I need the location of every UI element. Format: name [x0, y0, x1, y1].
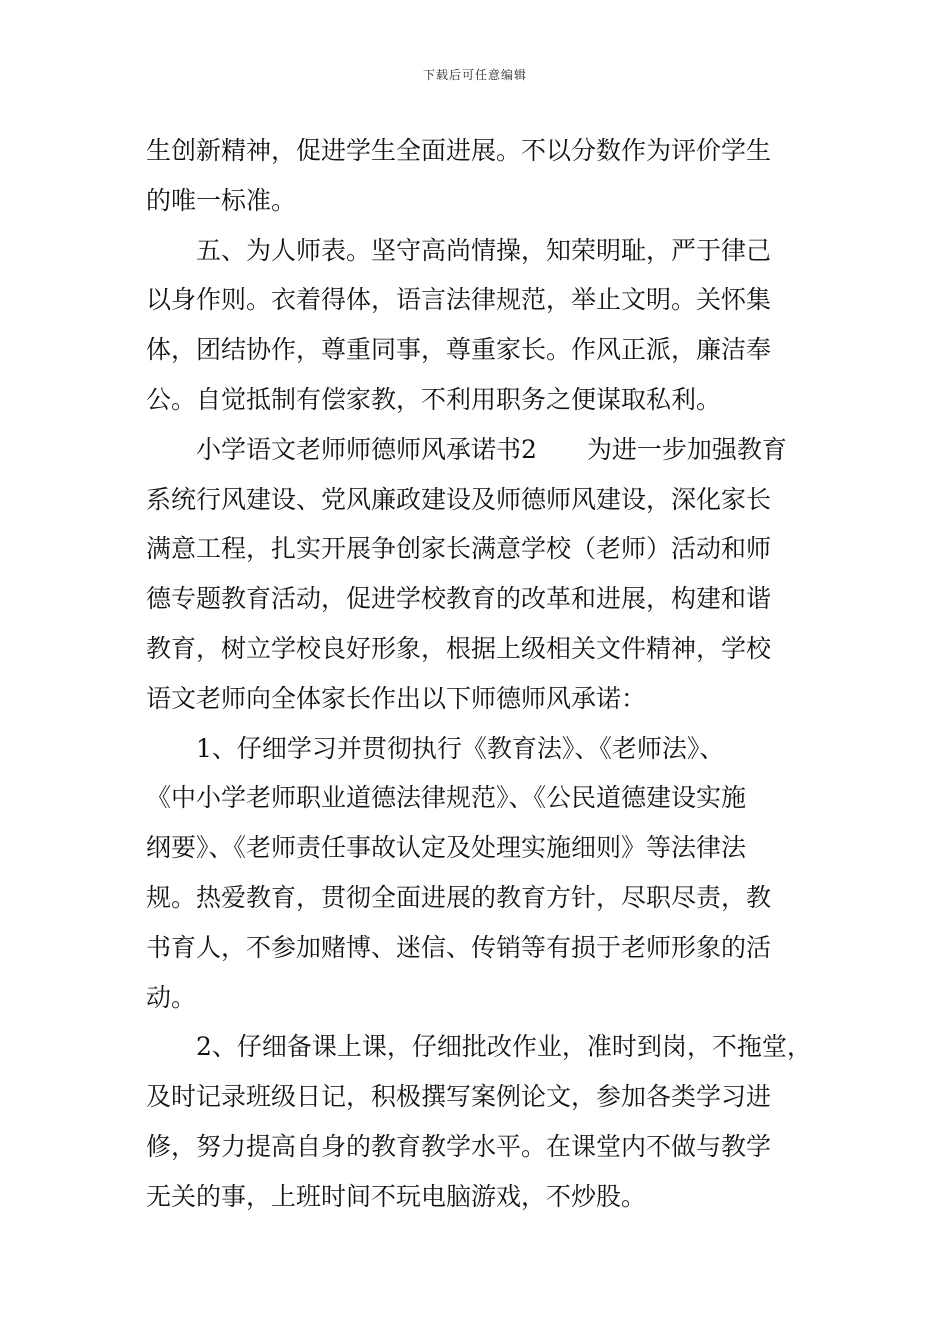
text-line: 语文老师向全体家长作出以下师德师风承诺： [146, 683, 647, 713]
text-line: 满意工程，扎实开展争创家长满意学校（老师）活动和师 [146, 534, 772, 564]
text-line: 德专题教育活动，促进学校教育的改革和进展，构建和谐 [146, 584, 772, 614]
text-line: 《中小学老师职业道德法律规范》、《公民道德建设实施 [146, 783, 747, 813]
text-line: 体，团结协作，尊重同事，尊重家长。作风正派，廉洁奉 [146, 335, 772, 365]
document-body [146, 126, 816, 1222]
text-line: 教育，树立学校良好形象，根据上级相关文件精神，学校 [146, 633, 772, 663]
text-line: 的唯一标准。 [146, 185, 297, 215]
text-line: 修，努力提高自身的教育教学水平。在课堂内不做与教学 [146, 1131, 772, 1161]
text-line: 及时记录班级日记，积极撰写案例论文，参加各类学习进 [146, 1082, 772, 1112]
page-header: 下载后可任意编辑 [422, 68, 527, 82]
text-line: 以身作则。衣着得体，语言法律规范，举止文明。关怀集 [146, 285, 772, 315]
text-line: 2、仔细备课上课，仔细批改作业，准时到岗，不拖堂， [196, 1032, 812, 1062]
paragraph-item-1 [146, 724, 816, 1023]
paragraph-continuation [146, 126, 816, 226]
text-line: 动。 [146, 982, 197, 1012]
paragraph-pledge-intro [146, 425, 816, 724]
paragraph-item-2 [146, 1022, 816, 1221]
text-line: 无关的事，上班时间不玩电脑游戏，不炒股。 [146, 1181, 647, 1211]
text-line: 系统行风建设、党风廉政建设及师德师风建设，深化家长 [146, 484, 772, 514]
text-line: 小学语文老师师德师风承诺书2 为进一步加强教育 [196, 434, 787, 464]
paragraph-five-teacher-conduct [146, 226, 816, 425]
text-line: 1、仔细学习并贯彻执行《教育法》、《老师法》、 [196, 733, 725, 763]
text-line: 生创新精神，促进学生全面进展。不以分数作为评价学生 [146, 136, 772, 165]
text-line: 公。自觉抵制有偿家教，不利用职务之便谋取私利。 [146, 384, 722, 414]
text-line: 书育人，不参加赌博、迷信、传销等有损于老师形象的活 [146, 932, 772, 962]
text-line: 规。热爱教育，贯彻全面进展的教育方针，尽职尽责，教 [146, 882, 772, 912]
text-line: 纲要》、《老师责任事故认定及处理实施细则》等法律法 [146, 833, 747, 863]
text-line: 五、为人师表。坚守高尚情操，知荣明耻，严于律己 [196, 235, 772, 265]
